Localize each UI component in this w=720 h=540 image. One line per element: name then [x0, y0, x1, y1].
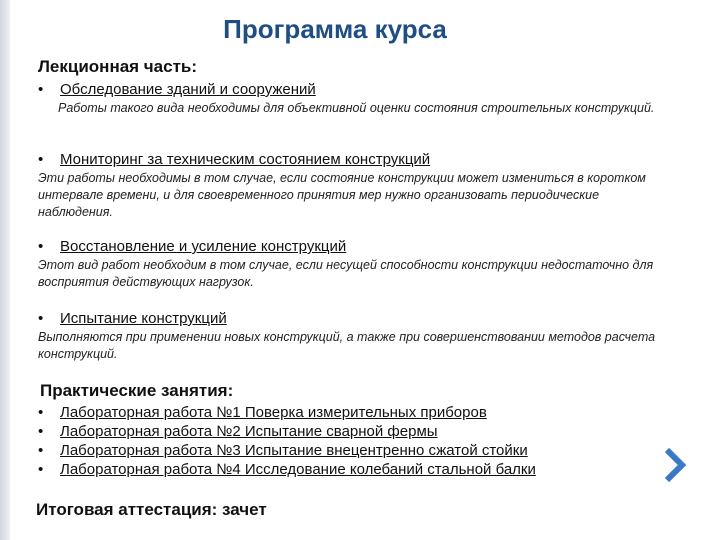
lecture-item-desc: Этот вид работ необходим в том случае, если несущей способности конструкции недостаточно для восприятия действующих нагрузок.: [38, 258, 654, 289]
lecture-heading: Лекционная часть:: [38, 57, 198, 76]
lecture-item-label: Испытание конструкций: [60, 310, 227, 327]
lecture-item-4: [38, 310, 227, 327]
page-title: Программа курса: [223, 14, 447, 44]
final-assessment: Итоговая аттестация: зачет: [36, 500, 267, 519]
lecture-item-label: Мониторинг за техническим состоянием конструкций: [60, 151, 431, 168]
bullet: •: [38, 423, 44, 440]
chevron-right-icon[interactable]: [662, 447, 688, 483]
lecture-item-1: [38, 81, 316, 98]
bullet: •: [38, 151, 44, 168]
lecture-item-desc: Выполняются при применении новых конструкций, а также при совершенствовании методов расчета конструкций.: [38, 330, 656, 361]
bullet: •: [38, 442, 44, 459]
practice-item-4: [38, 461, 536, 478]
lecture-item-desc: Эти работы необходимы в том случае, если состояние конструкции может измениться в коротком интервале времени, и для своевременного принятия мер нужно организовать периодические наблюдения.: [38, 171, 646, 219]
practice-heading: Практические занятия:: [40, 381, 234, 400]
bullet: •: [38, 81, 44, 98]
practice-item-2: [38, 423, 438, 440]
lecture-item-2: [38, 151, 430, 168]
practice-item-3: [38, 442, 528, 459]
practice-item-1: [38, 404, 487, 421]
bullet: •: [38, 310, 44, 327]
practice-item-label: Лабораторная работа №4 Исследование колебаний стальной балки: [60, 461, 536, 478]
lecture-item-label: Восстановление и усиление конструкций: [60, 238, 347, 255]
lecture-item-desc: Работы такого вида необходимы для объективной оценки состояния строительных конструкций.: [58, 101, 655, 115]
bullet: •: [38, 404, 44, 421]
bullet: •: [38, 238, 44, 255]
left-decorative-bar: [0, 0, 10, 540]
practice-item-label: Лабораторная работа №1 Поверка измерительных приборов: [60, 404, 487, 421]
bullet: •: [38, 461, 44, 478]
practice-item-label: Лабораторная работа №2 Испытание сварной фермы: [60, 423, 438, 440]
practice-item-label: Лабораторная работа №3 Испытание внецентренно сжатой стойки: [60, 442, 528, 459]
lecture-item-label: Обследование зданий и сооружений: [60, 81, 316, 98]
lecture-item-3: [38, 238, 346, 255]
